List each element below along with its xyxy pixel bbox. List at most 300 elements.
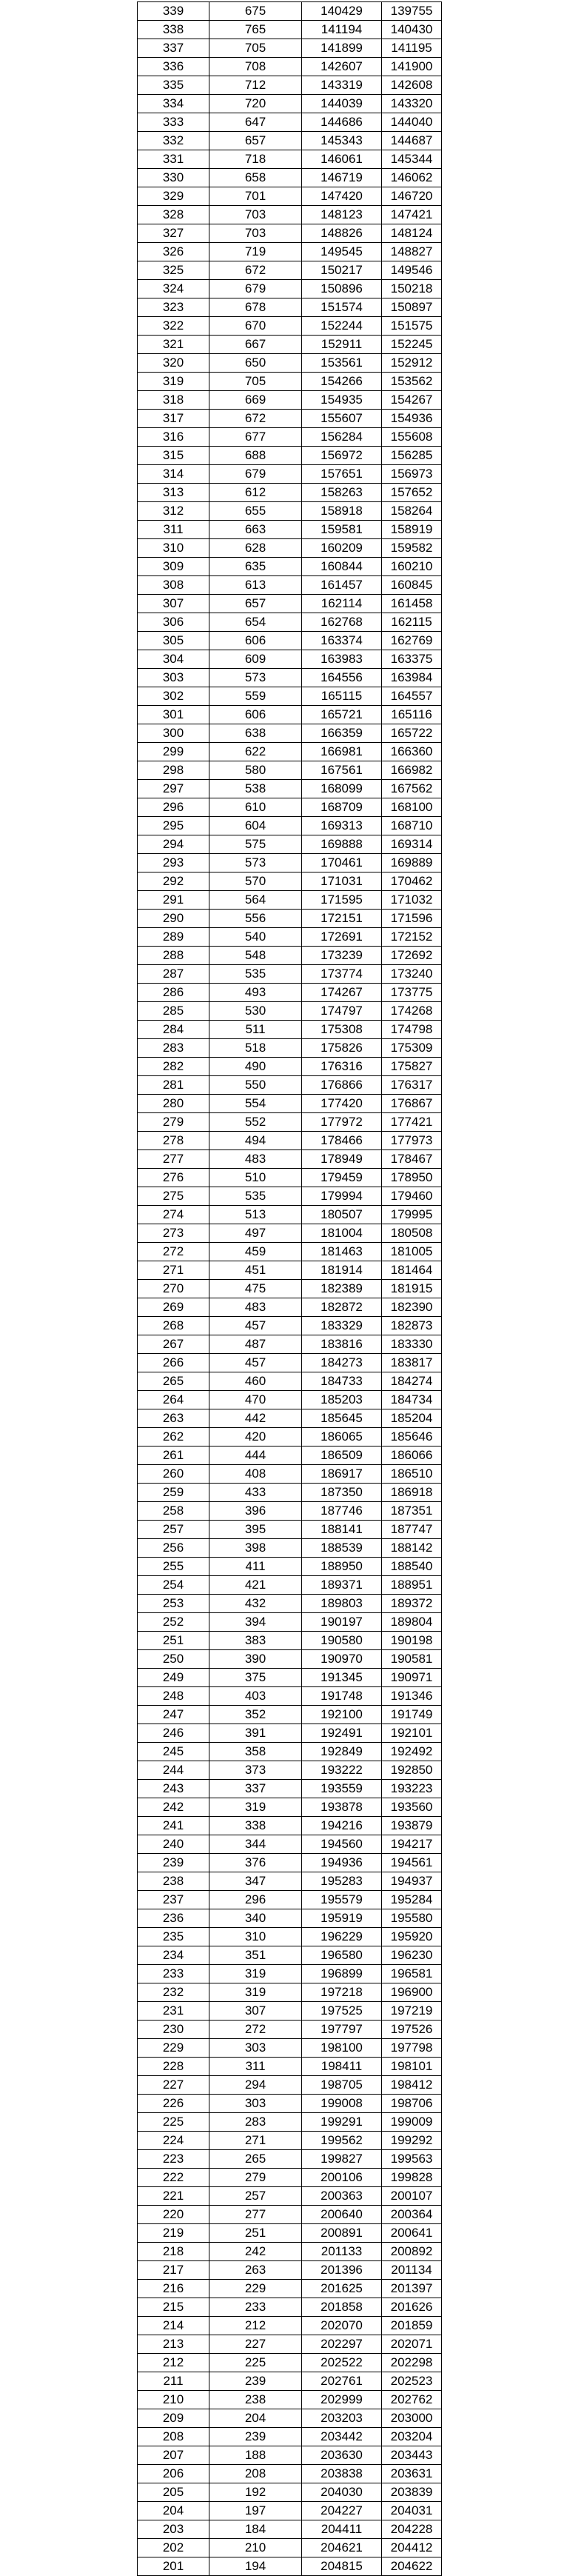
table-cell: 181914 <box>302 1261 382 1280</box>
table-cell: 173774 <box>302 965 382 984</box>
table-cell: 216 <box>138 2280 209 2298</box>
table-cell: 204411 <box>302 2520 382 2539</box>
table-cell: 172151 <box>302 910 382 928</box>
table-cell: 272 <box>138 1243 209 1261</box>
table-cell: 672 <box>209 261 302 280</box>
table-cell: 160845 <box>382 576 442 595</box>
table-cell: 282 <box>138 1058 209 1076</box>
table-cell: 204 <box>138 2502 209 2520</box>
table-cell: 200892 <box>382 2243 442 2261</box>
table-cell: 189804 <box>382 1613 442 1632</box>
table-cell: 383 <box>209 1632 302 1650</box>
table-cell: 658 <box>209 169 302 187</box>
table-cell: 319 <box>138 373 209 391</box>
table-row <box>138 761 442 780</box>
table-cell: 173239 <box>302 947 382 965</box>
table-row <box>138 2132 442 2150</box>
table-cell: 195283 <box>302 1872 382 1891</box>
table-cell: 179459 <box>302 1169 382 1187</box>
table-cell: 178950 <box>382 1169 442 1187</box>
table-cell: 172692 <box>382 947 442 965</box>
table-cell: 229 <box>138 2039 209 2058</box>
table-cell: 701 <box>209 187 302 206</box>
table-cell: 175308 <box>302 1021 382 1039</box>
table-cell: 238 <box>209 2391 302 2409</box>
table-row <box>138 1280 442 1298</box>
table-cell: 606 <box>209 706 302 724</box>
table-cell: 242 <box>138 1798 209 1817</box>
table-cell: 198412 <box>382 2076 442 2095</box>
table-cell: 303 <box>209 2039 302 2058</box>
table-cell: 202071 <box>382 2335 442 2354</box>
table-cell: 192849 <box>302 1743 382 1761</box>
table-row <box>138 2243 442 2261</box>
table-cell: 154935 <box>302 391 382 410</box>
table-cell: 376 <box>209 1854 302 1872</box>
table-cell: 403 <box>209 1687 302 1706</box>
table-cell: 227 <box>209 2335 302 2354</box>
table-cell: 548 <box>209 947 302 965</box>
table-cell: 297 <box>138 780 209 798</box>
table-cell: 213 <box>138 2335 209 2354</box>
table-cell: 540 <box>209 928 302 947</box>
table-cell: 663 <box>209 521 302 539</box>
table-cell: 191346 <box>382 1687 442 1706</box>
table-row <box>138 1447 442 1465</box>
table-cell: 162115 <box>382 613 442 632</box>
table-row <box>138 2298 442 2317</box>
table-cell: 233 <box>138 1965 209 1983</box>
table-cell: 703 <box>209 206 302 224</box>
table-cell: 319 <box>209 1798 302 1817</box>
table-cell: 142607 <box>302 58 382 76</box>
table-cell: 612 <box>209 484 302 502</box>
table-cell: 235 <box>138 1928 209 1946</box>
table-cell: 483 <box>209 1150 302 1169</box>
table-cell: 204 <box>209 2409 302 2428</box>
table-cell: 173240 <box>382 965 442 984</box>
table-cell: 204031 <box>382 2502 442 2520</box>
table-cell: 198101 <box>382 2058 442 2076</box>
table-cell: 303 <box>209 2095 302 2113</box>
table-cell: 183329 <box>302 1317 382 1335</box>
table-cell: 180508 <box>382 1224 442 1243</box>
table-cell: 224 <box>138 2132 209 2150</box>
table-row <box>138 2391 442 2409</box>
table-row <box>138 1613 442 1632</box>
table-cell: 239 <box>209 2372 302 2391</box>
table-row <box>138 1002 442 1021</box>
table-cell: 176866 <box>302 1076 382 1095</box>
table-cell: 718 <box>209 150 302 169</box>
table-cell: 570 <box>209 872 302 891</box>
table-cell: 228 <box>138 2058 209 2076</box>
table-cell: 195284 <box>382 1891 442 1909</box>
table-cell: 201858 <box>302 2298 382 2317</box>
table-cell: 408 <box>209 1465 302 1484</box>
table-cell: 141900 <box>382 58 442 76</box>
table-cell: 279 <box>138 1113 209 1132</box>
table-cell: 194 <box>209 2557 302 2576</box>
table-row <box>138 2169 442 2187</box>
table-cell: 214 <box>138 2317 209 2335</box>
table-cell: 239 <box>209 2428 302 2446</box>
table-cell: 175826 <box>302 1039 382 1058</box>
table-row <box>138 1335 442 1354</box>
table-cell: 141194 <box>302 21 382 39</box>
table-cell: 161457 <box>302 576 382 595</box>
table-cell: 195579 <box>302 1891 382 1909</box>
table-cell: 249 <box>138 1669 209 1687</box>
table-cell: 703 <box>209 224 302 243</box>
table-cell: 190581 <box>382 1650 442 1669</box>
table-cell: 149545 <box>302 243 382 261</box>
table-cell: 251 <box>138 1632 209 1650</box>
table-row <box>138 2261 442 2280</box>
table-cell: 234 <box>138 1946 209 1965</box>
table-cell: 192101 <box>382 1724 442 1743</box>
table-cell: 432 <box>209 1595 302 1613</box>
table-cell: 166360 <box>382 743 442 761</box>
table-cell: 199009 <box>382 2113 442 2132</box>
table-cell: 190197 <box>302 1613 382 1632</box>
table-row <box>138 2224 442 2243</box>
table-cell: 172152 <box>382 928 442 947</box>
table-cell: 140430 <box>382 21 442 39</box>
table-cell: 154266 <box>302 373 382 391</box>
table-cell: 165722 <box>382 724 442 743</box>
table-row <box>138 780 442 798</box>
table-cell: 279 <box>209 2169 302 2187</box>
table-row <box>138 1687 442 1706</box>
table-row <box>138 724 442 743</box>
table-cell: 308 <box>138 576 209 595</box>
table-cell: 152245 <box>382 336 442 354</box>
table-row <box>138 280 442 298</box>
table-cell: 167561 <box>302 761 382 780</box>
table-cell: 398 <box>209 1539 302 1558</box>
table-row <box>138 1372 442 1391</box>
table-cell: 339 <box>138 2 209 21</box>
table-cell: 163983 <box>302 650 382 669</box>
table-cell: 305 <box>138 632 209 650</box>
table-cell: 494 <box>209 1132 302 1150</box>
table-row <box>138 2095 442 2113</box>
table-cell: 168099 <box>302 780 382 798</box>
table-cell: 202761 <box>302 2372 382 2391</box>
table-cell: 272 <box>209 2021 302 2039</box>
table-cell: 145343 <box>302 132 382 150</box>
table-cell: 573 <box>209 854 302 872</box>
table-cell: 688 <box>209 447 302 465</box>
table-cell: 179995 <box>382 1206 442 1224</box>
table-cell: 212 <box>138 2354 209 2372</box>
table-cell: 149546 <box>382 261 442 280</box>
table-cell: 148826 <box>302 224 382 243</box>
table-cell: 309 <box>138 558 209 576</box>
table-cell: 193878 <box>302 1798 382 1817</box>
table-cell: 229 <box>209 2280 302 2298</box>
table-cell: 226 <box>138 2095 209 2113</box>
table-cell: 679 <box>209 280 302 298</box>
table-cell: 200891 <box>302 2224 382 2243</box>
table-cell: 190970 <box>302 1650 382 1669</box>
table-cell: 197 <box>209 2502 302 2520</box>
table-cell: 196899 <box>302 1965 382 1983</box>
table-cell: 188539 <box>302 1539 382 1558</box>
table-cell: 218 <box>138 2243 209 2261</box>
table-cell: 191345 <box>302 1669 382 1687</box>
table-cell: 273 <box>138 1224 209 1243</box>
table-cell: 176316 <box>302 1058 382 1076</box>
table-cell: 215 <box>138 2298 209 2317</box>
table-row <box>138 2520 442 2539</box>
table-cell: 156972 <box>302 447 382 465</box>
table-cell: 708 <box>209 58 302 76</box>
table-cell: 205 <box>138 2483 209 2502</box>
table-cell: 189371 <box>302 1576 382 1595</box>
table-row <box>138 2280 442 2298</box>
table-row <box>138 1058 442 1076</box>
table-cell: 170461 <box>302 854 382 872</box>
table-cell: 667 <box>209 336 302 354</box>
table-cell: 177420 <box>302 1095 382 1113</box>
table-cell: 487 <box>209 1335 302 1354</box>
table-row <box>138 317 442 336</box>
table-cell: 257 <box>138 1521 209 1539</box>
table-cell: 535 <box>209 1187 302 1206</box>
table-cell: 250 <box>138 1650 209 1669</box>
table-cell: 222 <box>138 2169 209 2187</box>
table-cell: 319 <box>209 1965 302 1983</box>
table-cell: 178949 <box>302 1150 382 1169</box>
table-cell: 185203 <box>302 1391 382 1409</box>
table-cell: 155608 <box>382 428 442 447</box>
table-row <box>138 1261 442 1280</box>
table-cell: 148124 <box>382 224 442 243</box>
table-cell: 202523 <box>382 2372 442 2391</box>
table-cell: 166359 <box>302 724 382 743</box>
table-cell: 606 <box>209 632 302 650</box>
table-cell: 147421 <box>382 206 442 224</box>
table-cell: 261 <box>138 1447 209 1465</box>
table-row <box>138 984 442 1002</box>
table-row <box>138 2317 442 2335</box>
table-cell: 337 <box>138 39 209 58</box>
table-cell: 276 <box>138 1169 209 1187</box>
table-cell: 225 <box>138 2113 209 2132</box>
table-row <box>138 817 442 835</box>
table-cell: 677 <box>209 428 302 447</box>
table-cell: 319 <box>209 1983 302 2002</box>
table-row <box>138 1798 442 1817</box>
table-row <box>138 1558 442 1576</box>
table-cell: 189803 <box>302 1595 382 1613</box>
table-cell: 331 <box>138 150 209 169</box>
table-cell: 142608 <box>382 76 442 95</box>
table-cell: 220 <box>138 2206 209 2224</box>
table-cell: 194216 <box>302 1817 382 1835</box>
table-cell: 530 <box>209 1002 302 1021</box>
table-cell: 303 <box>138 669 209 687</box>
table-cell: 223 <box>138 2150 209 2169</box>
table-cell: 559 <box>209 687 302 706</box>
table-cell: 203 <box>138 2520 209 2539</box>
table-cell: 232 <box>138 1983 209 2002</box>
table-cell: 212 <box>209 2317 302 2335</box>
table-row <box>138 798 442 817</box>
table-row <box>138 687 442 706</box>
table-cell: 161458 <box>382 595 442 613</box>
table-row <box>138 1706 442 1724</box>
table-cell: 265 <box>138 1372 209 1391</box>
table-cell: 162114 <box>302 595 382 613</box>
table-row <box>138 2372 442 2391</box>
table-cell: 204227 <box>302 2502 382 2520</box>
table-cell: 188142 <box>382 1539 442 1558</box>
table-cell: 336 <box>138 58 209 76</box>
table-cell: 679 <box>209 465 302 484</box>
table-cell: 230 <box>138 2021 209 2039</box>
table-cell: 203630 <box>302 2446 382 2465</box>
table-row <box>138 910 442 928</box>
table-cell: 191749 <box>382 1706 442 1724</box>
table-cell: 179994 <box>302 1187 382 1206</box>
table-row <box>138 1909 442 1928</box>
table-cell: 139755 <box>382 2 442 21</box>
table-row <box>138 1243 442 1261</box>
table-cell: 258 <box>138 1502 209 1521</box>
table-row <box>138 521 442 539</box>
table-row <box>138 465 442 484</box>
table-cell: 705 <box>209 373 302 391</box>
table-cell: 444 <box>209 1447 302 1465</box>
table-row <box>138 1409 442 1428</box>
table-cell: 209 <box>138 2409 209 2428</box>
table-cell: 202070 <box>302 2317 382 2335</box>
table-cell: 186917 <box>302 1465 382 1484</box>
table-cell: 199291 <box>302 2113 382 2132</box>
table-cell: 185204 <box>382 1409 442 1428</box>
table-cell: 442 <box>209 1409 302 1428</box>
table-cell: 256 <box>138 1539 209 1558</box>
table-cell: 535 <box>209 965 302 984</box>
table-cell: 186066 <box>382 1447 442 1465</box>
table-row <box>138 965 442 984</box>
table-row <box>138 261 442 280</box>
table-cell: 172691 <box>302 928 382 947</box>
table-cell: 669 <box>209 391 302 410</box>
table-cell: 199008 <box>302 2095 382 2113</box>
table-cell: 312 <box>138 502 209 521</box>
table-cell: 169888 <box>302 835 382 854</box>
table-cell: 170462 <box>382 872 442 891</box>
table-cell: 302 <box>138 687 209 706</box>
table-cell: 263 <box>138 1409 209 1428</box>
table-cell: 720 <box>209 95 302 113</box>
table-cell: 311 <box>138 521 209 539</box>
table-cell: 150897 <box>382 298 442 317</box>
table-cell: 181004 <box>302 1224 382 1243</box>
table-cell: 197798 <box>382 2039 442 2058</box>
table-cell: 143319 <box>302 76 382 95</box>
table-cell: 329 <box>138 187 209 206</box>
table-cell: 248 <box>138 1687 209 1706</box>
table-cell: 475 <box>209 1280 302 1298</box>
table-cell: 396 <box>209 1502 302 1521</box>
table-cell: 286 <box>138 984 209 1002</box>
table-cell: 186918 <box>382 1484 442 1502</box>
table-cell: 244 <box>138 1761 209 1780</box>
table-cell: 497 <box>209 1224 302 1243</box>
table-cell: 657 <box>209 132 302 150</box>
table-cell: 163374 <box>302 632 382 650</box>
table-cell: 351 <box>209 1946 302 1965</box>
table-cell: 217 <box>138 2261 209 2280</box>
table-row <box>138 1576 442 1595</box>
table-cell: 628 <box>209 539 302 558</box>
table-cell: 177421 <box>382 1113 442 1132</box>
table-cell: 197526 <box>382 2021 442 2039</box>
table-cell: 152912 <box>382 354 442 373</box>
table-cell: 647 <box>209 113 302 132</box>
table-cell: 451 <box>209 1261 302 1280</box>
table-cell: 199562 <box>302 2132 382 2150</box>
table-cell: 186065 <box>302 1428 382 1447</box>
table-cell: 199292 <box>382 2132 442 2150</box>
table-row <box>138 1595 442 1613</box>
table-cell: 156284 <box>302 428 382 447</box>
table-row <box>138 1169 442 1187</box>
table-cell: 171596 <box>382 910 442 928</box>
table-cell: 194937 <box>382 1872 442 1891</box>
table-cell: 324 <box>138 280 209 298</box>
table-cell: 199827 <box>302 2150 382 2169</box>
table-row <box>138 1428 442 1447</box>
table-row <box>138 2 442 21</box>
table-cell: 193223 <box>382 1780 442 1798</box>
table-cell: 203443 <box>382 2446 442 2465</box>
table-cell: 211 <box>138 2372 209 2391</box>
table-cell: 177972 <box>302 1113 382 1132</box>
table-row <box>138 1354 442 1372</box>
table-cell: 208 <box>138 2428 209 2446</box>
table-cell: 150896 <box>302 280 382 298</box>
table-row <box>138 58 442 76</box>
table-cell: 322 <box>138 317 209 336</box>
table-row <box>138 391 442 410</box>
table-cell: 158264 <box>382 502 442 521</box>
table-cell: 457 <box>209 1317 302 1335</box>
table-cell: 196581 <box>382 1965 442 1983</box>
table-cell: 196230 <box>382 1946 442 1965</box>
table-cell: 200106 <box>302 2169 382 2187</box>
table-row <box>138 1965 442 1983</box>
table-cell: 268 <box>138 1317 209 1335</box>
table-cell: 193222 <box>302 1761 382 1780</box>
table-cell: 184274 <box>382 1372 442 1391</box>
table-cell: 197219 <box>382 2002 442 2021</box>
table-cell: 254 <box>138 1576 209 1595</box>
table-cell: 241 <box>138 1817 209 1835</box>
table-cell: 175309 <box>382 1039 442 1058</box>
table-row <box>138 1983 442 2002</box>
table-row <box>138 2150 442 2169</box>
table-cell: 271 <box>209 2132 302 2150</box>
table-row <box>138 891 442 910</box>
table-cell: 307 <box>209 2002 302 2021</box>
table-cell: 320 <box>138 354 209 373</box>
